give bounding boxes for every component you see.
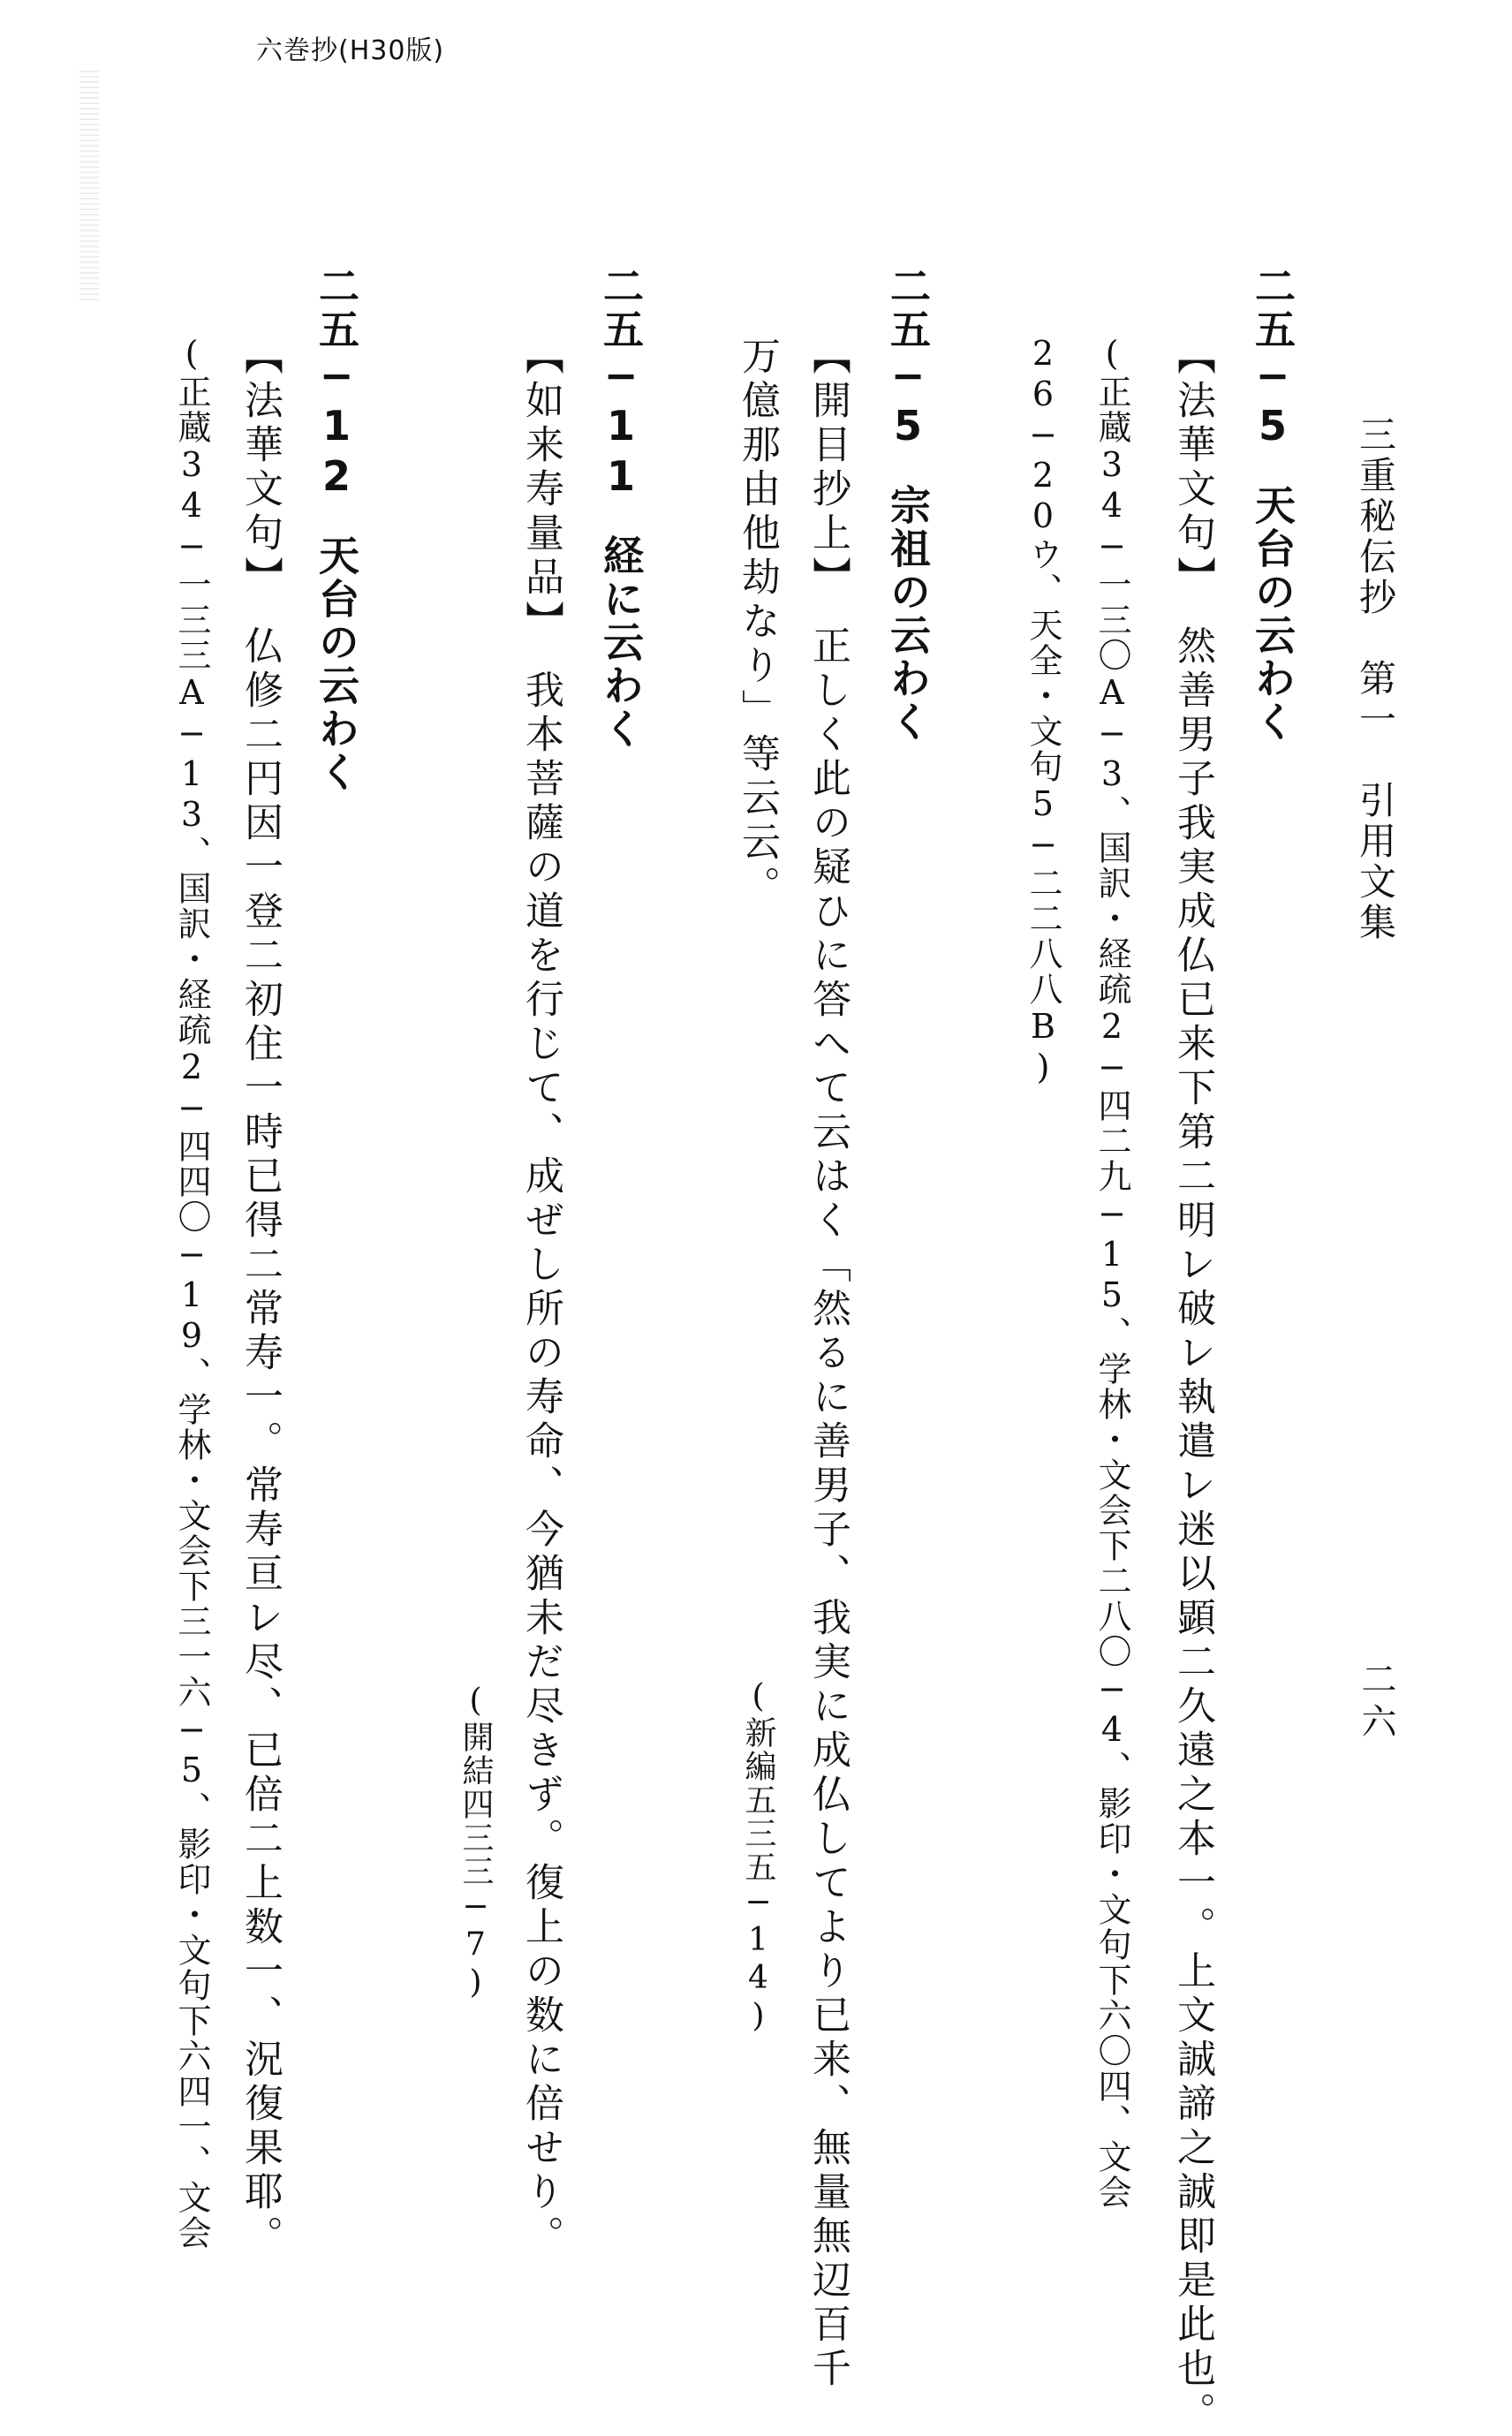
section-title: 天台の云わく <box>1249 484 1297 744</box>
section-heading <box>597 265 645 751</box>
section-number: 二五−5 <box>1249 265 1297 452</box>
citation-line: (正蔵34−一三三A−13、国訳・経疏2−四四〇−19、学林・文会下三一六−5、影印・文句下六四一、文会 <box>172 334 211 2251</box>
body-line: 【如来寿量品】 我本菩薩の道を行じて、成ぜし所の寿命、今猶未だ尽きず。復上の数に倍せり。 <box>518 336 563 2259</box>
running-head: 三重秘伝抄 第一 引用文集 <box>1354 415 1397 943</box>
scan-artifact <box>79 71 99 300</box>
citation-line: (正蔵34−一三〇A−3、国訳・経疏2−四二九−15、学林・文会下二八〇−4、影印・文句下六〇四、文会 <box>1092 334 1131 2210</box>
section-title: 天台の云わく <box>313 534 360 794</box>
end-citation: (新編五三五−14) <box>740 1678 776 2036</box>
section-number: 二五−11 <box>597 265 645 503</box>
section-heading <box>313 265 360 794</box>
section-number: 二五−5 <box>884 265 932 452</box>
section-heading <box>884 265 932 744</box>
body-line: 【開目抄上】 正しく此の疑ひに答へて云はく「然るに善男子、我実に成仏してより已来、無量無辺百千 <box>805 336 850 2392</box>
document-corner-label: 六巻抄(H30版) <box>256 35 445 66</box>
section-heading <box>1249 265 1297 744</box>
section-number: 二五−12 <box>313 265 360 503</box>
body-line: 万億那由他劫なり」等云云。 <box>735 336 780 910</box>
end-citation: (開結四三三−7) <box>457 1683 494 2002</box>
page-number: 二六 <box>1356 1661 1396 1745</box>
section-title: 経に云わく <box>597 534 645 751</box>
section-title: 宗祖の云わく <box>884 484 932 744</box>
citation-line: 26−20ウ、天全・文句5−二二八八B) <box>1024 334 1062 1088</box>
body-line: 【法華文句】 然善男子我実成仏已来下第二明レ破レ執遣レ迷以顕二久遠之本一。上文誠諦之誠即是此也。 <box>1170 336 1215 2436</box>
body-line: 【法華文句】 仏修二円因一登二初住一時已得二常寿一。常寿亘レ尽、已倍二上数一、況復果耶。 <box>238 336 283 2259</box>
